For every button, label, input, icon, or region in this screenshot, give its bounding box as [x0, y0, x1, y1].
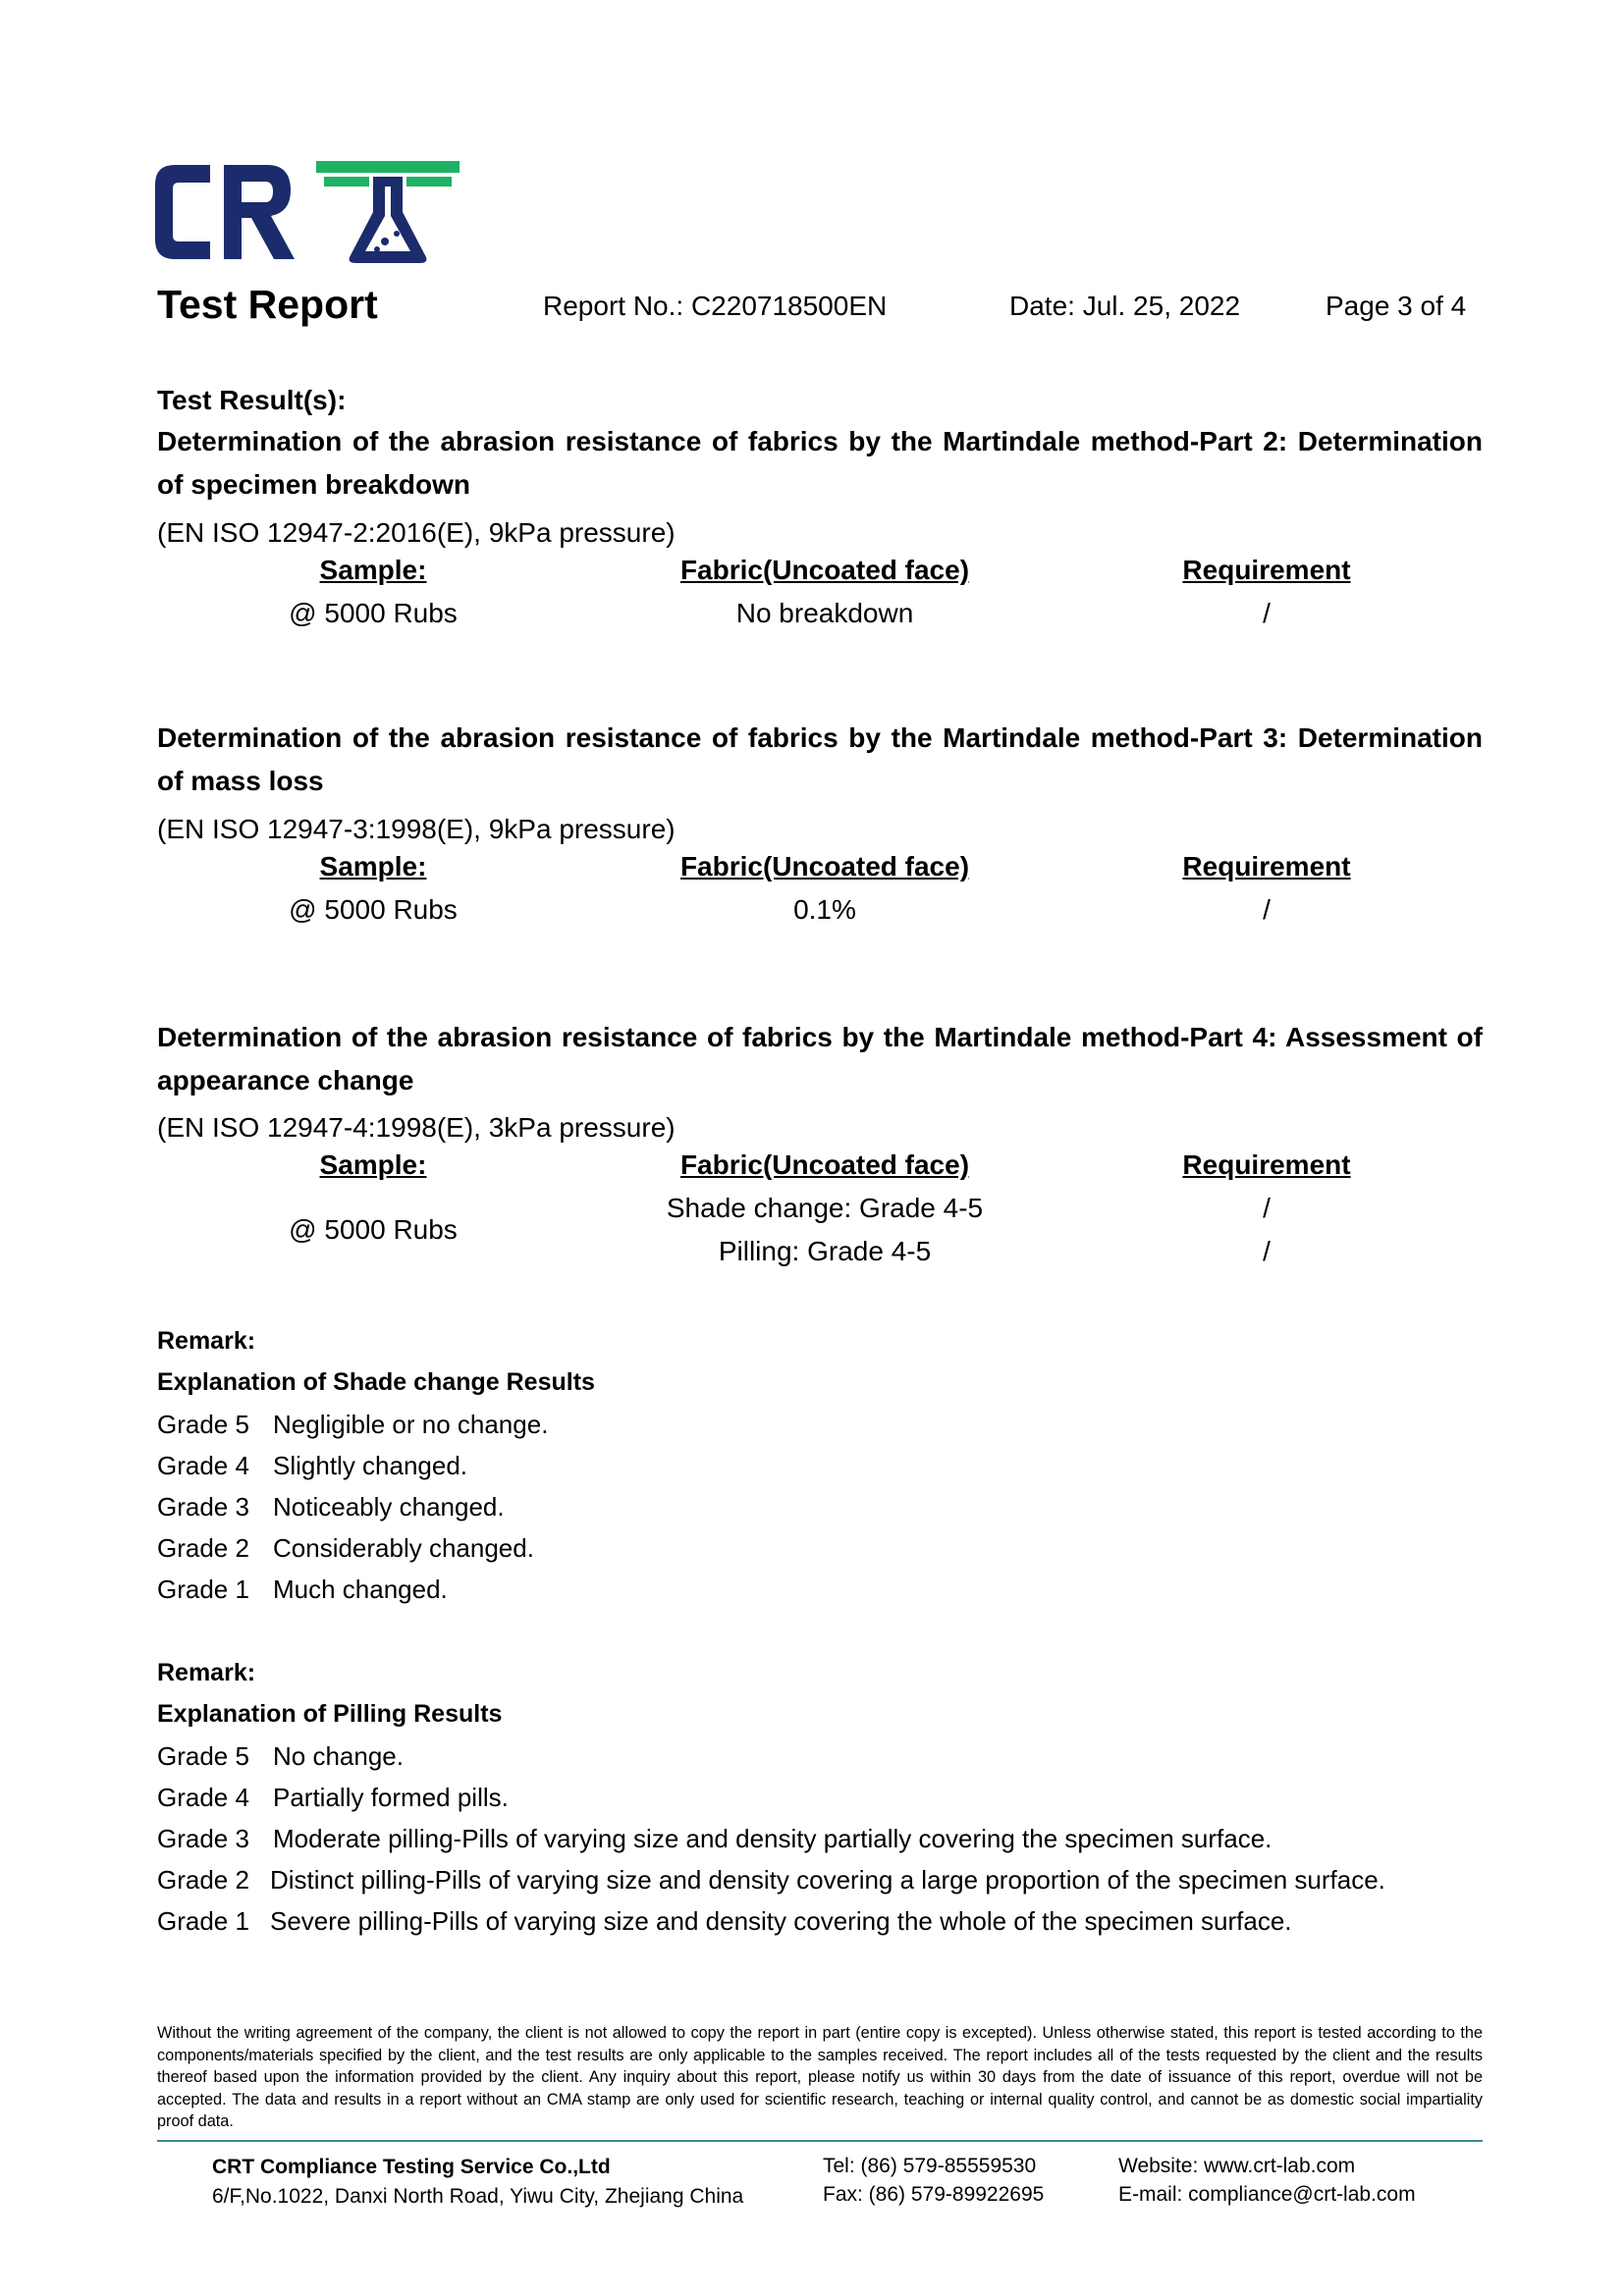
requirement-header: Requirement — [1182, 555, 1351, 585]
grade-label: Grade 1 — [157, 1906, 249, 1936]
section-standard: (EN ISO 12947-2:2016(E), 9kPa pressure) — [157, 517, 676, 548]
grade-text: Negligible or no change. — [273, 1410, 549, 1439]
section-standard: (EN ISO 12947-4:1998(E), 3kPa pressure) — [157, 1112, 676, 1143]
grade-label: Grade 2 — [157, 1533, 249, 1563]
results-label: Test Result(s): — [157, 385, 347, 415]
section-title: Determination of the abrasion resistance of fabrics by the Martindale method-Part 4: Assessment of appearance change — [157, 1022, 1483, 1095]
requirement-value: / — [1263, 1193, 1271, 1223]
requirement-header: Requirement — [1182, 851, 1351, 881]
grade-label: Grade 1 — [157, 1575, 249, 1604]
grade-label: Grade 5 — [157, 1410, 249, 1439]
grade-text: Distinct pilling-Pills of varying size and density covering a large proportion of the specimen surface. — [270, 1865, 1385, 1895]
company-website: Website: www.crt-lab.com — [1118, 2155, 1356, 2177]
footer-divider — [157, 2140, 1483, 2142]
grade-text: Partially formed pills. — [273, 1783, 509, 1812]
company-email: E-mail: compliance@crt-lab.com — [1118, 2183, 1416, 2206]
grade-label: Grade 3 — [157, 1492, 249, 1522]
sample-header: Sample: — [319, 555, 427, 585]
report-number: Report No.: C220718500EN — [543, 291, 888, 321]
grade-label: Grade 4 — [157, 1783, 249, 1812]
report-date: Date: Jul. 25, 2022 — [1009, 291, 1241, 321]
company-name: CRT Compliance Testing Service Co.,Ltd — [212, 2156, 611, 2178]
grade-text: Moderate pilling-Pills of varying size and density partially covering the specimen surface. — [273, 1824, 1272, 1853]
requirement-value: / — [1263, 1236, 1271, 1266]
fabric-header: Fabric(Uncoated face) — [679, 851, 970, 881]
fabric-header: Fabric(Uncoated face) — [679, 555, 970, 585]
remark-heading: Explanation of Shade change Results — [157, 1368, 595, 1396]
result-value: Pilling: Grade 4-5 — [718, 1236, 932, 1266]
grade-label: Grade 5 — [157, 1741, 249, 1771]
sample-value: @ 5000 Rubs — [289, 894, 458, 925]
result-value: 0.1% — [793, 894, 856, 925]
grade-label: Grade 3 — [157, 1824, 249, 1853]
section-title: Determination of the abrasion resistance of fabrics by the Martindale method-Part 3: Determination of mass loss — [157, 722, 1483, 796]
requirement-value: / — [1263, 598, 1271, 628]
remark-heading: Explanation of Pilling Results — [157, 1700, 503, 1728]
crt-logo — [149, 155, 463, 271]
company-address: 6/F,No.1022, Danxi North Road, Yiwu City, Zhejiang China — [212, 2185, 744, 2208]
fabric-header: Fabric(Uncoated face) — [679, 1149, 970, 1180]
grade-text: Much changed. — [273, 1575, 448, 1604]
report-title: Test Report — [157, 282, 378, 327]
sample-header: Sample: — [319, 851, 427, 881]
company-tel: Tel: (86) 579-85559530 — [823, 2155, 1037, 2177]
requirement-value: / — [1263, 894, 1271, 925]
section-title: Determination of the abrasion resistance of fabrics by the Martindale method-Part 2: Determination of specimen breakdown — [157, 426, 1483, 500]
result-value: Shade change: Grade 4-5 — [666, 1193, 984, 1223]
sample-value: @ 5000 Rubs — [289, 1214, 458, 1245]
grade-label: Grade 2 — [157, 1865, 249, 1895]
sample-value: @ 5000 Rubs — [289, 598, 458, 628]
company-fax: Fax: (86) 579-89922695 — [823, 2183, 1045, 2206]
page-indicator: Page 3 of 4 — [1326, 291, 1467, 321]
grade-text: No change. — [273, 1741, 404, 1771]
section-standard: (EN ISO 12947-3:1998(E), 9kPa pressure) — [157, 814, 676, 844]
remark-label: Remark: — [157, 1327, 256, 1355]
result-value: No breakdown — [735, 598, 914, 628]
grade-text: Severe pilling-Pills of varying size and density covering the whole of the specimen surface. — [270, 1906, 1292, 1936]
requirement-header: Requirement — [1182, 1149, 1351, 1180]
grade-label: Grade 4 — [157, 1451, 249, 1480]
remark-label: Remark: — [157, 1659, 256, 1686]
sample-header: Sample: — [319, 1149, 427, 1180]
grade-text: Noticeably changed. — [273, 1492, 505, 1522]
disclaimer: Without the writing agreement of the company, the client is not allowed to copy the report in part (entire copy is excepted). Unless otherwise stated, this report is tested according to the components/materials specified by the client, and the test results are only applicable to the samples received. The report includes all of the tests requested by the client and the results thereof based upon the information provided by the client. Any inquiry about this report, please notify us within 30 days from the date of issuance of this report, overdue will not be accepted. The data and results in a report without an CMA stamp are only used for scientific research, teaching or internal quality control, and cannot be as domestic social impartiality proof data. — [157, 2024, 1483, 2130]
grade-text: Considerably changed. — [273, 1533, 534, 1563]
grade-text: Slightly changed. — [273, 1451, 468, 1480]
